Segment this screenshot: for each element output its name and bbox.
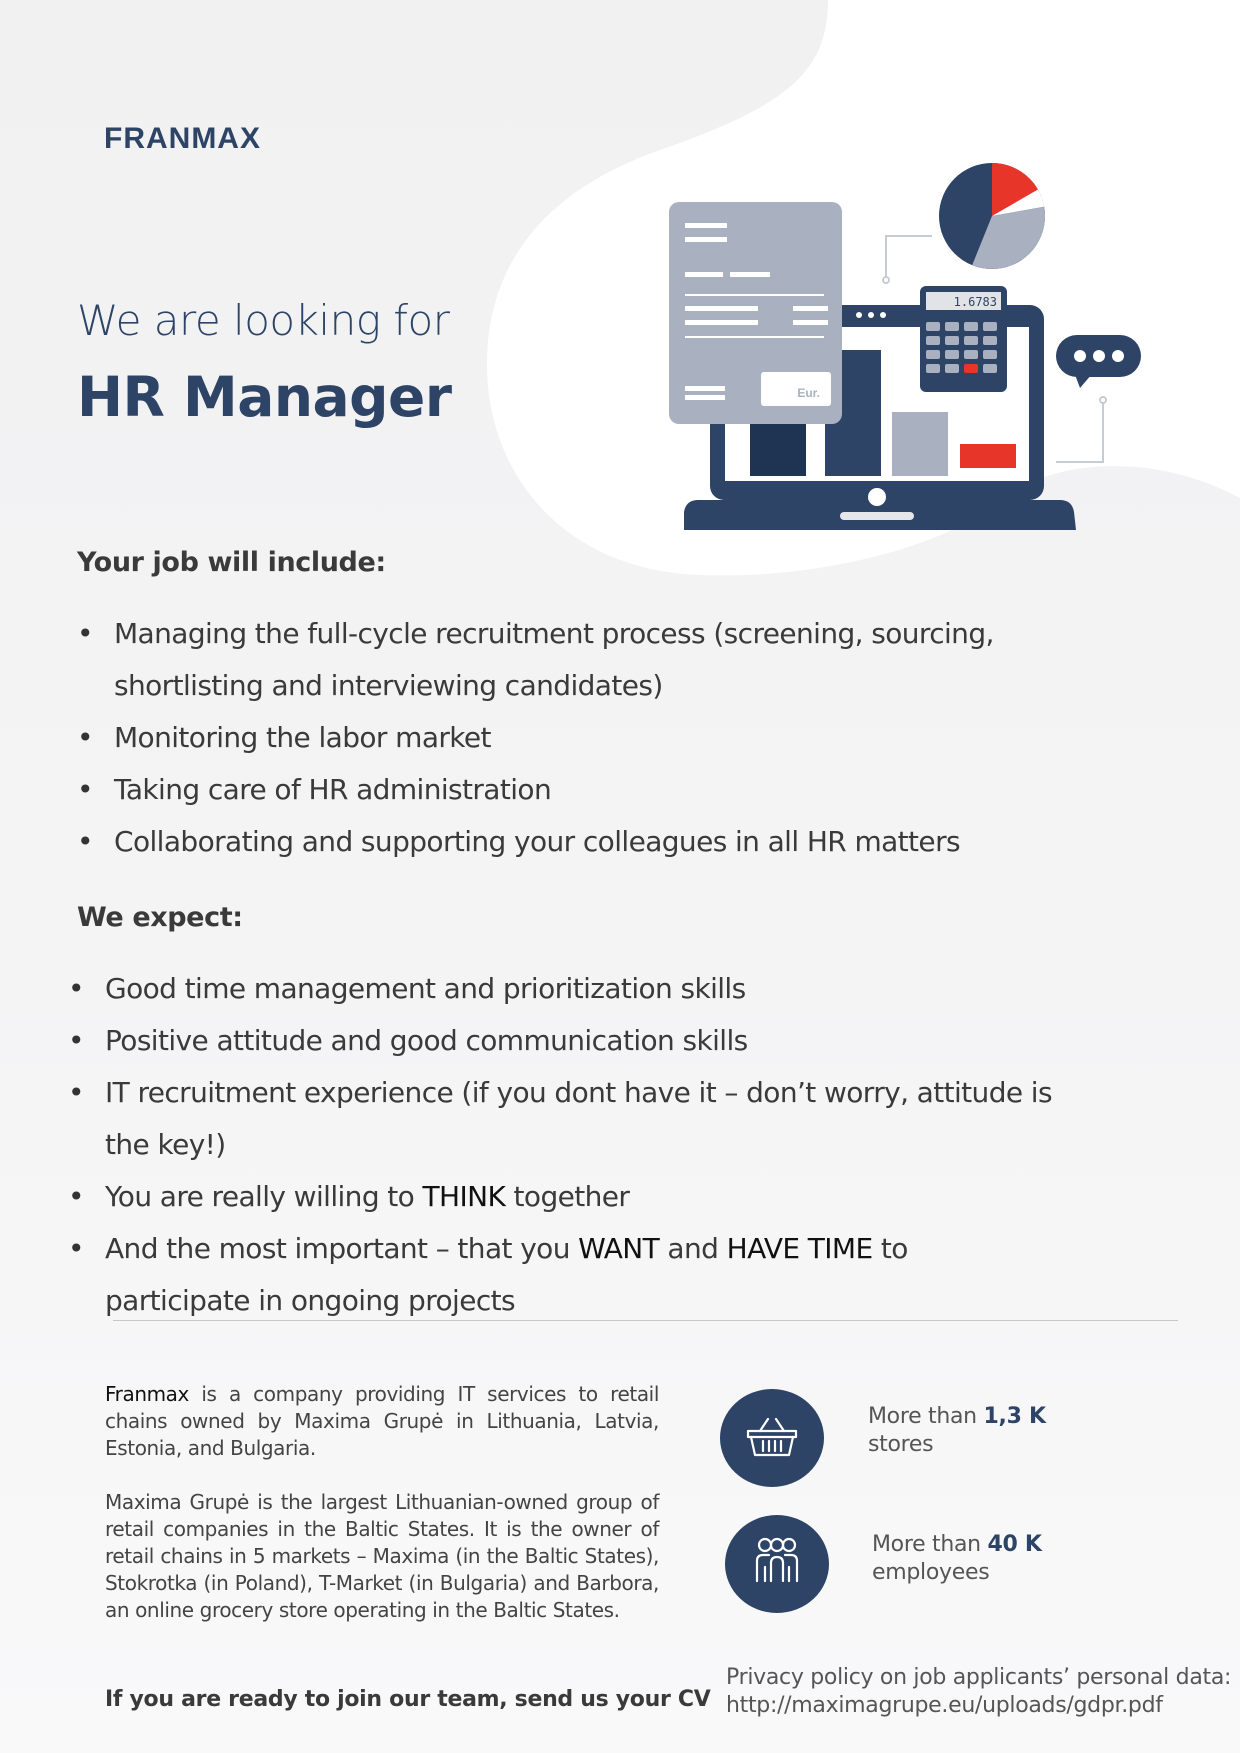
about-paragraph-2: Maxima Grupė is the largest Lithuanian-owned group of retail companies in the Baltic States. It is the owner of retail chains in 5 markets – Maxima (in the Baltic States), Stokrotka (in Poland), T-Market (in Bulgaria) and Barbora, an online grocery store operating in the Baltic States. <box>105 1490 659 1622</box>
receipt-icon <box>669 202 842 424</box>
job-heading: Your job will include: <box>77 547 386 578</box>
emphasis-word: THINK <box>422 1180 506 1213</box>
receipt-label: Eur. <box>797 386 820 400</box>
expect-text: and <box>659 1232 727 1265</box>
job-item: • Collaborating and supporting your colleagues in all HR matters <box>114 816 1064 868</box>
expect-heading: We expect: <box>77 902 243 933</box>
stat-employees <box>872 1531 1042 1587</box>
privacy-policy <box>726 1664 1231 1720</box>
stat-prefix: More than <box>872 1532 988 1557</box>
expect-item <box>105 963 1055 1015</box>
pie-chart-icon <box>883 163 1045 283</box>
intro-text: We are looking for <box>77 296 450 345</box>
stat-prefix: More than <box>868 1404 984 1429</box>
job-item: • Taking care of HR administration <box>114 764 1064 816</box>
calculator-icon <box>920 286 1007 392</box>
expect-list <box>105 963 1055 1327</box>
expect-text: IT recruitment experience (if you dont have it – don’t worry, attitude is the key!) <box>105 1076 1052 1161</box>
emphasis-word: WANT <box>578 1232 660 1265</box>
about-paragraph-1 <box>105 1381 659 1462</box>
expect-text: Good time management and prioritization skills <box>105 972 746 1005</box>
hr-illustration <box>660 150 1160 540</box>
expect-item <box>105 1067 1055 1171</box>
chat-bubble-icon <box>1056 335 1141 462</box>
job-list <box>114 608 1064 868</box>
section-divider <box>113 1320 1178 1321</box>
expect-text: together <box>505 1180 630 1213</box>
expect-item <box>105 1223 1055 1327</box>
about-p1-text: is a company providing IT services to retail chains owned by Maxima Grupė in Lithuania, Latvia, Estonia, and Bulgaria. <box>105 1382 659 1460</box>
about-company <box>105 1381 659 1651</box>
stat-value: 1,3 K <box>983 1404 1046 1429</box>
job-title: HR Manager <box>77 365 452 429</box>
expect-item <box>105 1171 1055 1223</box>
expect-text: And the most important – that you <box>105 1232 579 1265</box>
job-item: • Managing the full-cycle recruitment process (screening, sourcing, shortlisting and interviewing candidates) <box>114 608 1064 712</box>
expect-text: Positive attitude and good communication skills <box>105 1024 748 1057</box>
stat-stores <box>868 1403 1046 1459</box>
cta-text: If you are ready to join our team, send us your CV <box>105 1687 711 1712</box>
emphasis-word: HAVE TIME <box>726 1232 873 1265</box>
expect-item <box>105 1015 1055 1067</box>
calculator-display: 1.6783 <box>953 295 997 309</box>
stat-value: 40 K <box>987 1532 1042 1557</box>
people-icon <box>725 1515 829 1613</box>
stat-suffix: stores <box>868 1432 934 1457</box>
expect-text: You are really willing to <box>105 1180 423 1213</box>
privacy-link[interactable]: http://maximagrupe.eu/uploads/gdpr.pdf <box>726 1693 1163 1718</box>
privacy-text: Privacy policy on job applicants’ personal data: <box>726 1665 1232 1690</box>
basket-icon <box>720 1389 824 1487</box>
franmax-logo: FRANMAX <box>104 122 261 155</box>
stat-suffix: employees <box>872 1560 990 1585</box>
expect-text: to participate in ongoing projects <box>105 1232 908 1317</box>
job-item: • Monitoring the labor market <box>114 712 1064 764</box>
about-brand-word: Franmax <box>105 1382 189 1406</box>
